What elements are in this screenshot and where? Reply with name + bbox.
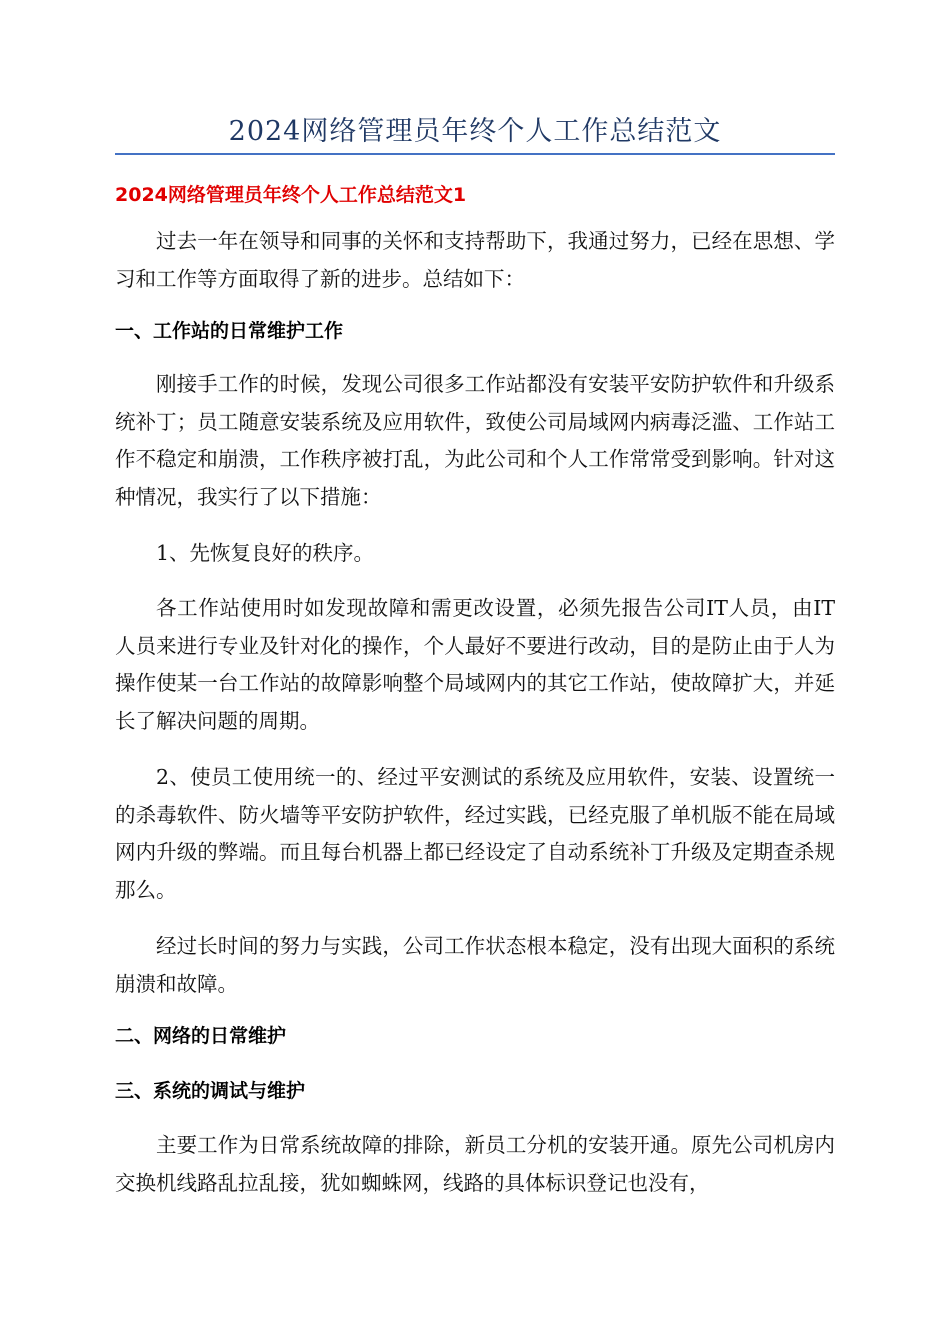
paragraph-system-work: 主要工作为日常系统故障的排除，新员工分机的安装开通。原先公司机房内交换机线路乱拉乱接，犹如蜘蛛网，线路的具体标识登记也没有， bbox=[115, 1133, 835, 1195]
document-title: 2024网络管理员年终个人工作总结范文 bbox=[228, 116, 722, 147]
paragraph-it-report: 各工作站使用时如发现故障和需更改设置，必须先报告公司IT人员，由IT人员来进行专业及针对化的操作，个人最好不要进行改动，目的是防止由于人为操作使某一台工作站的故障影响整个局域网内的其它工作站，使故障扩大，并延长了解决问题的周期。 bbox=[115, 596, 835, 733]
paragraph-result: 经过长时间的努力与实践，公司工作状态根本稳定，没有出现大面积的系统崩溃和故障。 bbox=[115, 934, 835, 996]
intro-paragraph: 过去一年在领导和同事的关怀和支持帮助下，我通过努力，已经在思想、学习和工作等方面取得了新的进步。总结如下： bbox=[115, 229, 835, 291]
section-title: 2024网络管理员年终个人工作总结范文1 bbox=[115, 184, 467, 206]
heading-system-debugging: 三、系统的调试与维护 bbox=[115, 1080, 306, 1102]
title-underline bbox=[115, 153, 835, 155]
paragraph-step-2: 2、使员工使用统一的、经过平安测试的系统及应用软件，安装、设置统一的杀毒软件、防火墙等平安防护软件，经过实践，已经克服了单机版不能在局域网内升级的弊端。而且每台机器上都已经设定了自动系统补丁升级及定期查杀规那么。 bbox=[115, 765, 835, 902]
heading-workstation-maintenance: 一、工作站的日常维护工作 bbox=[115, 320, 344, 342]
heading-network-maintenance: 二、网络的日常维护 bbox=[115, 1025, 287, 1047]
paragraph-workstation-situation: 刚接手工作的时候，发现公司很多工作站都没有安装平安防护软件和升级系统补丁；员工随意安装系统及应用软件，致使公司局域网内病毒泛滥、工作站工作不稳定和崩溃，工作秩序被打乱，为此公司和个人工作常常受到影响。针对这种情况，我实行了以下措施： bbox=[115, 372, 835, 509]
paragraph-step-1: 1、先恢复良好的秩序。 bbox=[156, 541, 375, 565]
